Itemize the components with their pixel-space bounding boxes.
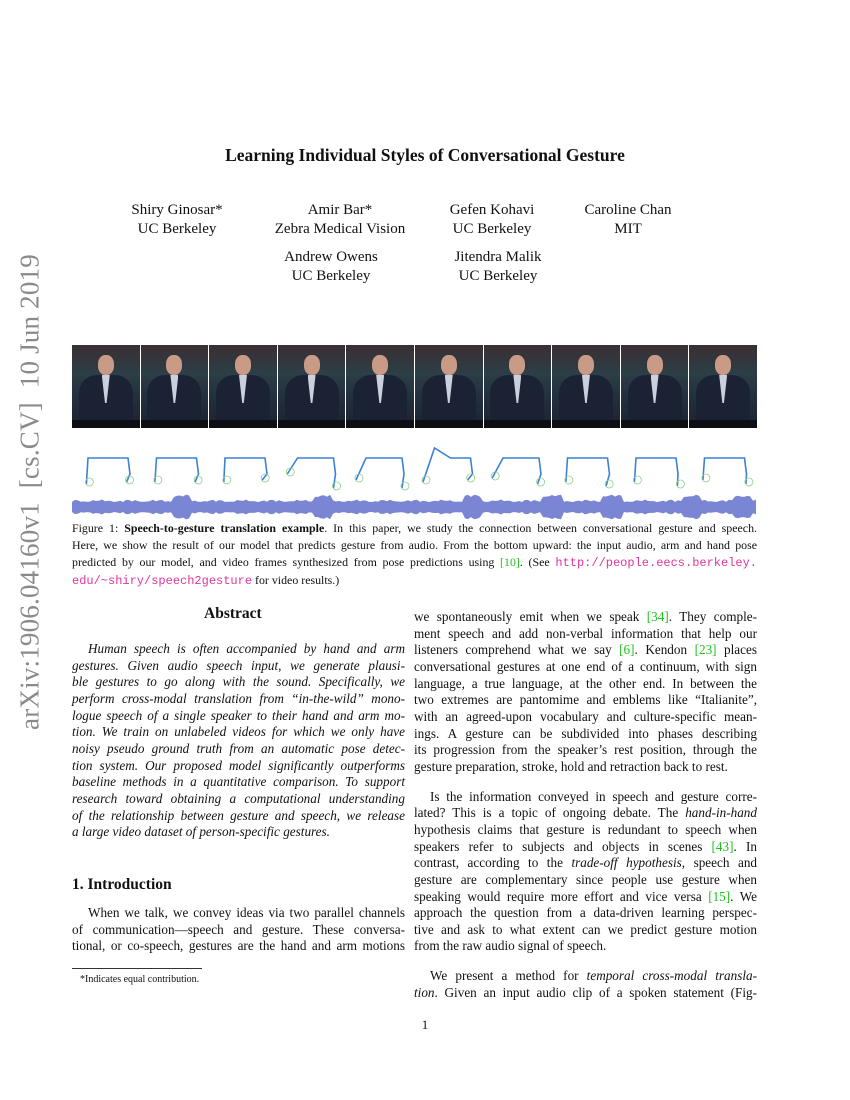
text-line: tion system. Our proposed model significantly outperforms bbox=[72, 757, 405, 773]
citation-link[interactable]: [23] bbox=[694, 642, 717, 658]
pose-skeleton bbox=[223, 458, 269, 484]
italic-text: hand-in-hand bbox=[685, 805, 757, 821]
pose-skeleton bbox=[286, 458, 340, 490]
text-line: of communication—speech and gesture. These conversa- bbox=[72, 921, 405, 937]
text-line: Is the information conveyed in speech and gesture corre- bbox=[430, 788, 757, 804]
text-line: research toward obtaining a computational understanding bbox=[72, 790, 405, 806]
text-line: we spontaneously emit when we speak [34]. They comple- bbox=[414, 609, 757, 624]
pose-skeleton bbox=[355, 458, 409, 490]
text-line: ings. A gesture can be subdivided into phases describing bbox=[414, 725, 757, 741]
paragraph bbox=[414, 789, 757, 956]
introduction-heading: 1. Introduction bbox=[72, 876, 172, 893]
text-line: its progression from the speaker’s rest position, through the bbox=[414, 742, 757, 758]
text-line: ble gestures to go along with the sound. Specifically, we bbox=[72, 674, 405, 690]
desk bbox=[621, 420, 689, 428]
arm-pose-line bbox=[423, 448, 473, 482]
text-line: Human speech is often accompanied by hand and arm bbox=[88, 641, 405, 656]
text-line: edu/~shiry/speech2gesture for video results.) bbox=[72, 573, 340, 588]
text-line: When we talk, we convey ideas via two parallel channels bbox=[88, 905, 405, 920]
italic-text: temporal cross-modal transla- bbox=[586, 968, 757, 984]
paragraph bbox=[414, 609, 757, 776]
text-line: We present a method for temporal cross-modal transla- bbox=[430, 968, 757, 984]
text-line: contrast, according to the trade-off hypothesis, speech and bbox=[414, 855, 758, 871]
text-line: approach the question from a data-driven learning perspec- bbox=[414, 905, 757, 921]
video-frame bbox=[552, 345, 620, 428]
desk bbox=[209, 420, 277, 428]
citation-link[interactable]: [6] bbox=[619, 642, 635, 658]
text-line: tive and ask to what extent can we predict gesture motion bbox=[414, 921, 757, 937]
author-name: Caroline Chan bbox=[584, 202, 672, 218]
text-line: from the raw audio signal of speech. bbox=[414, 938, 607, 954]
text-line: conversational gestures at one end of a continuum, with sign bbox=[414, 658, 757, 674]
video-frame bbox=[209, 345, 277, 428]
author-affiliation: Zebra Medical Vision bbox=[274, 221, 406, 237]
video-frame bbox=[621, 345, 689, 428]
speaker-head bbox=[98, 355, 114, 375]
abstract-body bbox=[72, 641, 405, 841]
footnote: *Indicates equal contribution. bbox=[80, 974, 200, 985]
text-line: with an agreed-upon vocabulary and culture-specific mean- bbox=[414, 708, 757, 724]
desk bbox=[689, 420, 757, 428]
text-line: logue speech of a single speaker to their hand and arm mo- bbox=[72, 707, 405, 723]
video-frame bbox=[484, 345, 552, 428]
text-line: tion. We train on unlabeled videos for which we only have bbox=[72, 724, 405, 740]
desk bbox=[552, 420, 620, 428]
paragraph bbox=[414, 968, 757, 1001]
pose-skeleton bbox=[85, 458, 133, 486]
author-affiliation: MIT bbox=[614, 221, 642, 237]
text-line: perform cross-modal translation from “in-the-wild” mono- bbox=[72, 690, 405, 706]
waveform-shape bbox=[72, 495, 756, 520]
right-column-body bbox=[414, 609, 757, 1001]
pose-skeleton-strip bbox=[72, 440, 757, 492]
text-line: baseline methods in a quantitative comparison. To support bbox=[72, 774, 405, 790]
abstract-heading: Abstract bbox=[204, 605, 262, 622]
text-line: a large video dataset of person-specific gestures. bbox=[72, 824, 330, 840]
speaker-head bbox=[166, 355, 182, 375]
introduction-body bbox=[72, 905, 405, 955]
pose-skeleton bbox=[633, 458, 684, 488]
speaker-head bbox=[235, 355, 251, 375]
text-line: language, a true language, at the other end. In between the bbox=[414, 675, 757, 691]
italic-text: trade-off hypothesis bbox=[571, 855, 682, 871]
citation-link[interactable]: [15] bbox=[708, 888, 731, 904]
author-name: Jitendra Malik bbox=[454, 249, 542, 265]
desk bbox=[415, 420, 483, 428]
text-line: hypothesis claims that gesture is redundant to speech when bbox=[414, 821, 757, 837]
text-line: lated? This is a topic of ongoing debate. The hand-in-hand bbox=[414, 805, 757, 821]
text-line: listeners comprehend what we say [6]. Kendon [23] places bbox=[414, 642, 757, 658]
video-frame bbox=[689, 345, 757, 428]
pose-skeleton bbox=[565, 458, 613, 488]
author-name: Shiry Ginosar* bbox=[131, 202, 223, 218]
citation-link[interactable]: [43] bbox=[711, 838, 734, 854]
pose-skeleton bbox=[491, 458, 544, 486]
author-affiliation: UC Berkeley bbox=[458, 268, 538, 284]
author-block bbox=[528, 201, 728, 239]
page-number: 1 bbox=[421, 1017, 429, 1032]
arxiv-stamp: arXiv:1906.04160v1 [cs.CV] 10 Jun 2019 bbox=[14, 254, 45, 730]
speaker-head bbox=[509, 355, 525, 375]
video-frame bbox=[278, 345, 346, 428]
author-name: Andrew Owens bbox=[284, 249, 378, 265]
url-link[interactable]: http://people.eecs.berkeley. bbox=[555, 556, 758, 570]
text-line: ment speech and add non-verbal information that help our bbox=[414, 625, 757, 641]
speaker-head bbox=[715, 355, 731, 375]
video-frame bbox=[141, 345, 209, 428]
pose-skeleton bbox=[154, 458, 202, 484]
desk bbox=[484, 420, 552, 428]
text-line: noisy pseudo ground truth from an automatic pose detec- bbox=[72, 740, 405, 756]
desk bbox=[72, 420, 140, 428]
speaker-head bbox=[647, 355, 663, 375]
text-line: tion. Given an input audio clip of a spoken statement (Fig- bbox=[414, 984, 757, 1000]
text-line: predicted by our model, and video frames synthesized from pose predictions using [10]. (See http://people.eecs.berkeley. bbox=[72, 555, 758, 570]
pose-skeleton bbox=[422, 448, 475, 484]
speaker-head bbox=[304, 355, 320, 375]
text-line: tional, or co-speech, gestures are the hand and arm motions bbox=[72, 938, 405, 954]
author-block bbox=[398, 248, 598, 286]
text-line: gesture are complementary since people use gesture when bbox=[414, 871, 757, 887]
pose-skeleton bbox=[702, 458, 753, 486]
text-line: two extremes are pantomime and emblems like “Italianite”, bbox=[414, 692, 757, 708]
speaker-head bbox=[441, 355, 457, 375]
desk bbox=[278, 420, 346, 428]
text-line: gesture preparation, stroke, hold and retraction back to rest. bbox=[414, 758, 728, 774]
author-affiliation: UC Berkeley bbox=[137, 221, 217, 237]
arm-pose-line bbox=[356, 458, 404, 488]
citation-link[interactable]: [10] bbox=[500, 555, 520, 569]
desk bbox=[141, 420, 209, 428]
speaker-head bbox=[578, 355, 594, 375]
video-frame bbox=[72, 345, 140, 428]
figure-caption bbox=[72, 520, 757, 590]
text-line: gestures. Given audio speech input, we generate plausi- bbox=[72, 657, 405, 673]
author-name: Gefen Kohavi bbox=[449, 202, 535, 218]
footnote-rule bbox=[72, 968, 202, 969]
text-line: Here, we show the result of our model that predicts gesture from audio. From the bottom upward: the input audio, arm and hand pose bbox=[72, 538, 757, 552]
audio-waveform bbox=[72, 492, 757, 522]
desk bbox=[346, 420, 414, 428]
url-link[interactable]: edu/~shiry/speech2gesture bbox=[72, 574, 253, 588]
arm-pose-line bbox=[492, 458, 541, 484]
citation-link[interactable]: [34] bbox=[646, 609, 669, 624]
author-affiliation: UC Berkeley bbox=[452, 221, 532, 237]
author-name: Amir Bar* bbox=[307, 202, 373, 218]
speaker-head bbox=[372, 355, 388, 375]
author-affiliation: UC Berkeley bbox=[291, 268, 371, 284]
italic-text: tion bbox=[414, 984, 435, 1000]
video-frame bbox=[415, 345, 483, 428]
text-line: speakers refer to subjects and objects in scenes [43]. In bbox=[414, 838, 757, 854]
text-line: speaking would require more effort and vice versa [15]. We bbox=[414, 888, 757, 904]
video-frame bbox=[346, 345, 414, 428]
text-line: Figure 1: Speech-to-gesture translation example. In this paper, we study the connection between conversational gesture and speech. bbox=[72, 521, 758, 535]
bold-text: Speech-to-gesture translation example bbox=[124, 521, 325, 535]
text-line: of the relationship between gesture and speech, we release bbox=[72, 807, 405, 823]
video-frames-strip bbox=[72, 345, 757, 428]
paper-title: Learning Individual Styles of Conversational Gesture bbox=[225, 145, 625, 165]
